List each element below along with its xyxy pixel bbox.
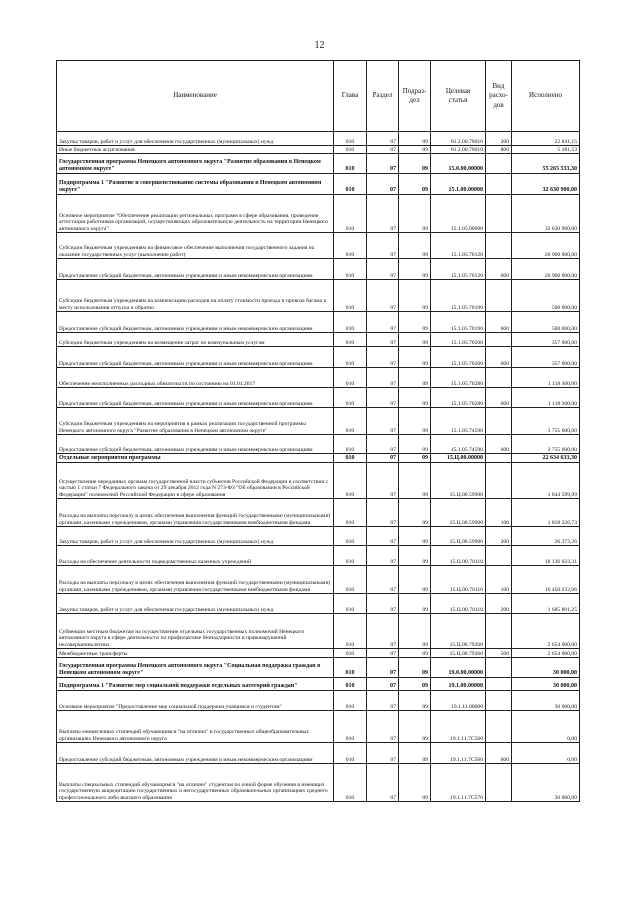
cell-vid	[486, 174, 512, 195]
cell-razdel: 07	[367, 594, 399, 614]
cell-glava: 010	[334, 154, 367, 174]
cell-name: Предоставление субсидий бюджетным, автономным учреждениям и иным некоммерческим организациям	[57, 388, 334, 408]
table-row	[57, 333, 580, 347]
cell-ispolneno: 30 000,00	[512, 764, 580, 802]
cell-vid: 600	[486, 259, 512, 280]
cell-glava: 010	[334, 259, 367, 280]
cell-name: Межбюджетные трансферты	[57, 649, 334, 658]
cell-glava: 010	[334, 566, 367, 594]
cell-glava: 010	[334, 195, 367, 233]
cell-razdel: 07	[367, 658, 399, 678]
cell-vid: 200	[486, 594, 512, 614]
cell-celevaya: 15.1.05.74590	[431, 408, 486, 435]
cell-razdel: 07	[367, 743, 399, 764]
cell-podrazdel: 09	[399, 678, 431, 691]
table-row	[57, 463, 580, 499]
table-row	[57, 388, 580, 408]
cell-razdel: 07	[367, 454, 399, 463]
cell-glava: 010	[334, 454, 367, 463]
cell-celevaya: 15.1.05.70200	[431, 347, 486, 368]
cell-celevaya: 15.1.05.70280	[431, 388, 486, 408]
cell-celevaya: 15.Ц.00.59900	[431, 527, 486, 546]
cell-glava: 010	[334, 146, 367, 154]
cell-razdel: 07	[367, 711, 399, 743]
header-vid: Вид расхо- дов	[486, 61, 512, 132]
cell-ispolneno: 3 755 600,00	[512, 435, 580, 454]
table-row	[57, 614, 580, 649]
cell-razdel: 07	[367, 614, 399, 649]
table-row	[57, 132, 580, 146]
cell-glava: 010	[334, 435, 367, 454]
cell-glava: 010	[334, 132, 367, 146]
cell-podrazdel: 09	[399, 711, 431, 743]
cell-vid: 100	[486, 566, 512, 594]
table-row	[57, 711, 580, 743]
cell-name: Выплаты ежемесячных стипендий обучающимся "на отлично" в государственных общеобразовательных организациях Ненецкого автономного округа	[57, 711, 334, 743]
cell-celevaya: 15.1.05.70120	[431, 233, 486, 259]
cell-razdel: 07	[367, 388, 399, 408]
cell-ispolneno: 1 118 300,00	[512, 388, 580, 408]
cell-celevaya: 19.1.11.00000	[431, 691, 486, 711]
table-row	[57, 691, 580, 711]
header-name: Наименование	[57, 61, 334, 132]
cell-glava: 010	[334, 527, 367, 546]
cell-podrazdel: 09	[399, 499, 431, 527]
table-row	[57, 649, 580, 658]
cell-razdel: 07	[367, 527, 399, 546]
cell-celevaya: 15.Ц.00.70110	[431, 594, 486, 614]
header-podrazdel: Подраз- дел	[399, 61, 431, 132]
cell-razdel: 07	[367, 195, 399, 233]
cell-razdel: 07	[367, 154, 399, 174]
cell-vid	[486, 195, 512, 233]
cell-ispolneno: 55 265 533,30	[512, 154, 580, 174]
cell-celevaya: 15.1.05.70190	[431, 280, 486, 312]
page-number: 12	[314, 40, 325, 51]
cell-glava: 010	[334, 743, 367, 764]
cell-name: Выплаты специальных стипендий обучающимся "на отлично" студентам по очной форме обучения в имеющих государственную аккредитацию государственных и негосударственных образовательных организациях среднего профессионального либо высшего образования	[57, 764, 334, 802]
table-row	[57, 195, 580, 233]
table-row	[57, 454, 580, 463]
cell-ispolneno: 2 654 000,00	[512, 614, 580, 649]
header-razdel: Раздел	[367, 61, 399, 132]
cell-celevaya: 15.Ц.00.59900	[431, 499, 486, 527]
cell-podrazdel: 09	[399, 566, 431, 594]
cell-podrazdel: 09	[399, 764, 431, 802]
cell-vid: 500	[486, 649, 512, 658]
cell-vid: 200	[486, 132, 512, 146]
cell-podrazdel: 09	[399, 388, 431, 408]
cell-ispolneno: 3 755 600,00	[512, 408, 580, 435]
cell-glava: 010	[334, 174, 367, 195]
cell-name: Подпрограмма 1 "Развитие мер социальной поддержки отдельных категорий граждан"	[57, 678, 334, 691]
cell-name: Субсидии бюджетным учреждениям на мероприятия в рамках реализации государственной программы Ненецкого автономного округа "Развитие образования в Ненецком автономном округе"	[57, 408, 334, 435]
cell-celevaya: 15.1.05.00000	[431, 195, 486, 233]
cell-glava: 010	[334, 711, 367, 743]
cell-vid	[486, 463, 512, 499]
cell-glava: 010	[334, 312, 367, 333]
cell-ispolneno: 357 000,00	[512, 347, 580, 368]
cell-celevaya: 15.Ц.00.79260	[431, 649, 486, 658]
table-row	[57, 594, 580, 614]
table-row	[57, 146, 580, 154]
header-celevaya: Целевая статья	[431, 61, 486, 132]
cell-ispolneno: 1 118 300,00	[512, 368, 580, 388]
cell-vid: 100	[486, 499, 512, 527]
table-row	[57, 527, 580, 546]
table-row	[57, 566, 580, 594]
cell-celevaya: 15.Ц.00.70110	[431, 546, 486, 566]
cell-razdel: 07	[367, 132, 399, 146]
cell-name: Предоставление субсидий бюджетным, автономным учреждениям и иным некоммерческим организациям	[57, 743, 334, 764]
cell-ispolneno: 22 841,15	[512, 132, 580, 146]
cell-name: Основное мероприятие "Предоставление мер социальной поддержки учащимся и студентам"	[57, 691, 334, 711]
cell-glava: 010	[334, 546, 367, 566]
cell-razdel: 07	[367, 678, 399, 691]
cell-podrazdel: 09	[399, 233, 431, 259]
table-row	[57, 678, 580, 691]
budget-table	[56, 60, 580, 802]
cell-glava: 010	[334, 233, 367, 259]
cell-glava: 010	[334, 333, 367, 347]
cell-glava: 010	[334, 691, 367, 711]
cell-razdel: 07	[367, 259, 399, 280]
cell-ispolneno: 1 844 599,99	[512, 463, 580, 499]
cell-vid	[486, 614, 512, 649]
cell-name: Закупка товаров, работ и услуг для обеспечения государственных (муниципальных) нужд	[57, 594, 334, 614]
cell-glava: 010	[334, 463, 367, 499]
cell-podrazdel: 09	[399, 347, 431, 368]
cell-celevaya: 19.0.00.00000	[431, 658, 486, 678]
cell-celevaya: 15.1.05.70200	[431, 333, 486, 347]
cell-razdel: 07	[367, 347, 399, 368]
cell-celevaya: 19.1.11.7С570	[431, 764, 486, 802]
table-row	[57, 546, 580, 566]
cell-name: Подпрограмма 1 "Развитие и совершенствование системы образования в Ненецком автономном округе"	[57, 174, 334, 195]
cell-celevaya: 15.1.05.74590	[431, 435, 486, 454]
cell-ispolneno: 0,00	[512, 711, 580, 743]
cell-celevaya: 19.1.00.00000	[431, 678, 486, 691]
cell-glava: 010	[334, 658, 367, 678]
cell-celevaya: 15.1.05.70120	[431, 259, 486, 280]
cell-celevaya: 19.1.11.7С560	[431, 711, 486, 743]
cell-vid	[486, 333, 512, 347]
cell-name: Субвенции местным бюджетам на осуществление отдельных государственных полномочий Ненецкого автономного округа в сфере деятельности по профилактике безнадзорности и правонарушений несовершеннолетних	[57, 614, 334, 649]
cell-podrazdel: 09	[399, 132, 431, 146]
cell-vid	[486, 233, 512, 259]
cell-vid	[486, 408, 512, 435]
table-row	[57, 499, 580, 527]
cell-razdel: 07	[367, 312, 399, 333]
cell-celevaya: 15.Ц.00.00000	[431, 454, 486, 463]
cell-vid	[486, 280, 512, 312]
cell-ispolneno: 26 900 000,00	[512, 259, 580, 280]
cell-name: Иные бюджетные ассигнования	[57, 146, 334, 154]
table-header-row	[57, 61, 580, 132]
cell-vid: 600	[486, 743, 512, 764]
cell-razdel: 07	[367, 146, 399, 154]
cell-vid: 600	[486, 312, 512, 333]
cell-name: Государственная программа Ненецкого автономного округа "Развитие образования в Ненецком автономном округе"	[57, 154, 334, 174]
cell-razdel: 07	[367, 233, 399, 259]
cell-celevaya: 15.1.05.70280	[431, 368, 486, 388]
cell-ispolneno: 26 900 000,00	[512, 233, 580, 259]
cell-ispolneno: 18 136 033,31	[512, 546, 580, 566]
cell-razdel: 07	[367, 649, 399, 658]
cell-name: Государственная программа Ненецкого автономного округа "Социальная поддержка граждан в Ненецком автономном округе"	[57, 658, 334, 678]
cell-razdel: 07	[367, 408, 399, 435]
cell-name: Закупка товаров, работ и услуг для обеспечения государственных (муниципальных) нужд	[57, 527, 334, 546]
cell-glava: 010	[334, 678, 367, 691]
cell-ispolneno: 500 000,00	[512, 312, 580, 333]
table-row	[57, 347, 580, 368]
cell-vid	[486, 691, 512, 711]
cell-podrazdel: 09	[399, 527, 431, 546]
cell-glava: 010	[334, 388, 367, 408]
cell-ispolneno: 0,00	[512, 743, 580, 764]
cell-vid: 600	[486, 435, 512, 454]
table-row	[57, 312, 580, 333]
cell-ispolneno: 2 654 000,00	[512, 649, 580, 658]
cell-name: Субсидии бюджетным учреждениям на финансовое обеспечение выполнения государственного задания на оказание государственных услуг (выполнение работ)	[57, 233, 334, 259]
cell-razdel: 07	[367, 691, 399, 711]
cell-ispolneno: 357 000,00	[512, 333, 580, 347]
cell-razdel: 07	[367, 435, 399, 454]
cell-podrazdel: 09	[399, 594, 431, 614]
cell-vid	[486, 678, 512, 691]
cell-celevaya: 15.1.05.70190	[431, 312, 486, 333]
cell-ispolneno: 30 000,00	[512, 691, 580, 711]
header-glava: Глава	[334, 61, 367, 132]
cell-razdel: 07	[367, 174, 399, 195]
table-row	[57, 743, 580, 764]
cell-celevaya: 15.Ц.00.79260	[431, 614, 486, 649]
cell-ispolneno: 5 181,53	[512, 146, 580, 154]
cell-ispolneno: 30 000,00	[512, 678, 580, 691]
cell-glava: 010	[334, 347, 367, 368]
cell-podrazdel: 09	[399, 649, 431, 658]
table-row	[57, 280, 580, 312]
table-row	[57, 435, 580, 454]
cell-name: Основное мероприятие "Обеспечение реализации региональных программ в сфере образования, проведение аттестации работников организаций, осуществляющих образовательную деятельность на территории Ненецкого автономного округа"	[57, 195, 334, 233]
cell-podrazdel: 09	[399, 408, 431, 435]
table-row	[57, 233, 580, 259]
cell-ispolneno: 30 000,00	[512, 658, 580, 678]
cell-vid	[486, 546, 512, 566]
cell-podrazdel: 09	[399, 280, 431, 312]
cell-podrazdel: 09	[399, 743, 431, 764]
cell-podrazdel: 09	[399, 154, 431, 174]
cell-name: Расходы на обеспечение деятельности подведомственных казенных учреждений	[57, 546, 334, 566]
cell-glava: 010	[334, 408, 367, 435]
cell-name: Расходы на выплаты персоналу в целях обеспечения выполнения функций государственными (муниципальными) органами, казенными учреждениями, органами управления государственными внебюджетными фондами	[57, 566, 334, 594]
cell-ispolneno: 22 634 633,30	[512, 454, 580, 463]
cell-glava: 010	[334, 764, 367, 802]
cell-name: Предоставление субсидий бюджетным, автономным учреждениям и иным некоммерческим организациям	[57, 347, 334, 368]
cell-podrazdel: 09	[399, 333, 431, 347]
cell-name: Субсидии бюджетным учреждениям на компенсацию расходов на оплату стоимости проезда и провоза багажа к месту использования отпуска и обратно	[57, 280, 334, 312]
cell-vid: 600	[486, 347, 512, 368]
cell-name: Обеспечение неисполненных расходных обязательств по состоянию на 01.01.2017	[57, 368, 334, 388]
cell-ispolneno: 1 685 801,25	[512, 594, 580, 614]
cell-glava: 010	[334, 368, 367, 388]
table-row	[57, 154, 580, 174]
cell-vid: 200	[486, 527, 512, 546]
cell-podrazdel: 09	[399, 174, 431, 195]
cell-podrazdel: 09	[399, 195, 431, 233]
cell-vid: 800	[486, 146, 512, 154]
cell-celevaya: 01.2.00.70010	[431, 132, 486, 146]
cell-ispolneno: 26 373,26	[512, 527, 580, 546]
cell-glava: 010	[334, 499, 367, 527]
cell-celevaya: 15.Ц.00.70110	[431, 566, 486, 594]
cell-vid: 600	[486, 388, 512, 408]
table-row	[57, 368, 580, 388]
cell-razdel: 07	[367, 499, 399, 527]
cell-celevaya: 15.1.00.00000	[431, 174, 486, 195]
cell-podrazdel: 09	[399, 146, 431, 154]
cell-podrazdel: 09	[399, 691, 431, 711]
cell-vid	[486, 711, 512, 743]
cell-name: Расходы на выплаты персоналу в целях обеспечения выполнения функций государственными (муниципальными) органами, казенными учреждениями, органами управления государственными внебюджетными фондами	[57, 499, 334, 527]
cell-ispolneno: 32 630 900,00	[512, 195, 580, 233]
cell-celevaya: 01.2.00.70010	[431, 146, 486, 154]
cell-celevaya: 15.Ц.00.59900	[431, 463, 486, 499]
cell-vid	[486, 154, 512, 174]
table-row	[57, 174, 580, 195]
cell-razdel: 07	[367, 566, 399, 594]
cell-celevaya: 15.0.00.00000	[431, 154, 486, 174]
cell-glava: 010	[334, 649, 367, 658]
cell-ispolneno: 32 630 900,00	[512, 174, 580, 195]
cell-name: Предоставление субсидий бюджетным, автономным учреждениям и иным некоммерческим организациям	[57, 435, 334, 454]
cell-vid	[486, 764, 512, 802]
table-row	[57, 764, 580, 802]
cell-podrazdel: 09	[399, 312, 431, 333]
cell-name: Осуществление переданных органам государственной власти субъектов Российской Федерации в соответствии с частью 1 статьи 7 Федерального закона от 29 декабря 2012 года N 273-ФЗ "Об образовании в Российской Федерации" полномочий Российской Федерации в сфере образования	[57, 463, 334, 499]
cell-glava: 010	[334, 594, 367, 614]
cell-name: Предоставление субсидий бюджетным, автономным учреждениям и иным некоммерческим организациям	[57, 259, 334, 280]
cell-podrazdel: 09	[399, 463, 431, 499]
cell-razdel: 07	[367, 764, 399, 802]
cell-razdel: 07	[367, 280, 399, 312]
header-ispolneno: Исполнено	[512, 61, 580, 132]
table-row	[57, 259, 580, 280]
cell-podrazdel: 09	[399, 658, 431, 678]
cell-ispolneno: 1 818 226,73	[512, 499, 580, 527]
table-row	[57, 658, 580, 678]
cell-podrazdel: 09	[399, 614, 431, 649]
cell-podrazdel: 09	[399, 259, 431, 280]
cell-vid	[486, 454, 512, 463]
cell-name: Предоставление субсидий бюджетным, автономным учреждениям и иным некоммерческим организациям	[57, 312, 334, 333]
cell-vid	[486, 658, 512, 678]
cell-podrazdel: 09	[399, 454, 431, 463]
cell-podrazdel: 09	[399, 368, 431, 388]
cell-razdel: 07	[367, 546, 399, 566]
cell-razdel: 07	[367, 463, 399, 499]
cell-razdel: 07	[367, 368, 399, 388]
table-row	[57, 408, 580, 435]
cell-glava: 010	[334, 280, 367, 312]
cell-name: Отдельные мероприятия программы	[57, 454, 334, 463]
cell-razdel: 07	[367, 333, 399, 347]
cell-celevaya: 19.1.11.7С560	[431, 743, 486, 764]
cell-podrazdel: 09	[399, 546, 431, 566]
cell-ispolneno: 500 000,00	[512, 280, 580, 312]
cell-name: Закупка товаров, работ и услуг для обеспечения государственных (муниципальных) нужд	[57, 132, 334, 146]
cell-glava: 010	[334, 614, 367, 649]
cell-ispolneno: 16 450 232,06	[512, 566, 580, 594]
cell-vid	[486, 368, 512, 388]
cell-podrazdel: 09	[399, 435, 431, 454]
cell-name: Субсидии бюджетным учреждениям на возмещение затрат по коммунальным услугам	[57, 333, 334, 347]
